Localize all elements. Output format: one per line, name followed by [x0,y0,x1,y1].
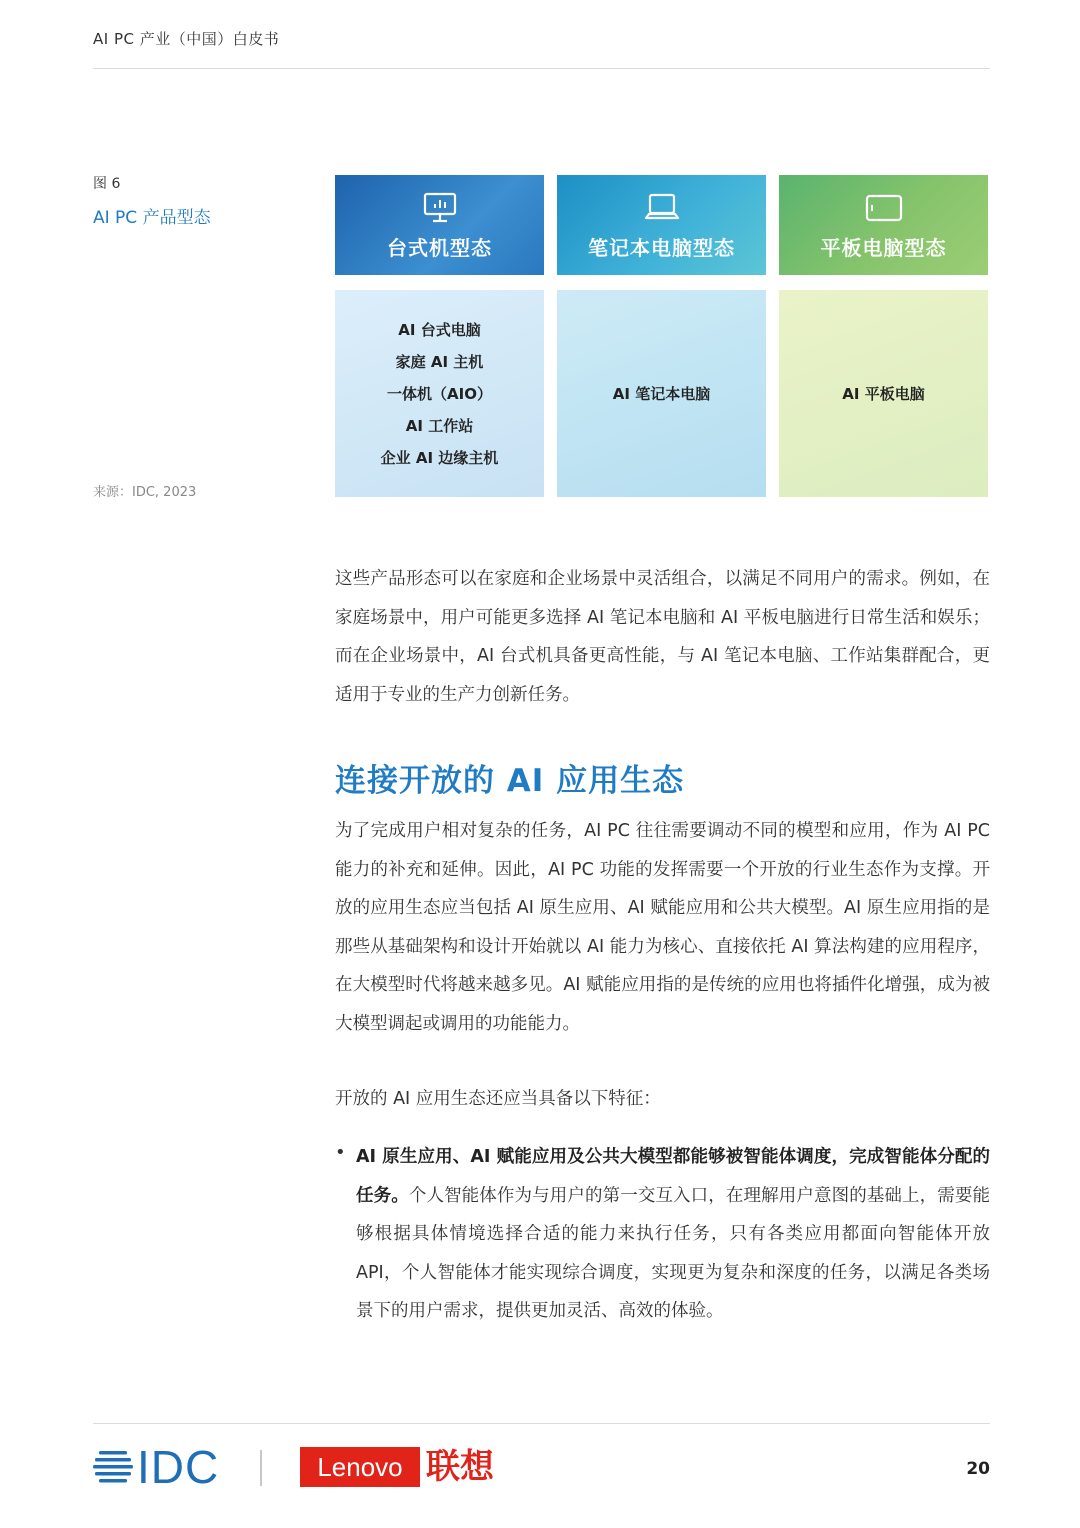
body-paragraph-3: 开放的 AI 应用生态还应当具备以下特征： [335,1089,661,1109]
bullet-paragraph [356,1138,990,1331]
desktop-monitor-icon [420,190,460,226]
desktop-item: AI 工作站 [405,416,474,435]
laptop-item: AI 笔记本电脑 [612,384,711,403]
tablet-card-label: 平板电脑型态 [820,235,947,260]
lenovo-chinese-logo: 联想 [426,1447,494,1487]
logo-separator [260,1450,262,1486]
tablet-item: AI 平板电脑 [842,384,925,403]
desktop-item: AI 台式电脑 [398,320,481,339]
idc-logo [93,1441,220,1493]
lenovo-logo: Lenovo [300,1447,420,1487]
laptop-card-label: 笔记本电脑型态 [588,235,735,260]
figure-number: 图 6 [93,176,121,192]
idc-wordmark: IDC [137,1441,220,1493]
desktop-item: 家庭 AI 主机 [395,352,484,371]
desktop-card-body [335,290,544,497]
header-title: AI PC 产业（中国）白皮书 [93,30,280,48]
desktop-item: 一体机（AIO） [387,384,492,403]
bullet-body-text: 个人智能体作为与用户的第一交互入口，在理解用户意图的基础上，需要能够根据具体情境选择合适的能力来执行任务，只有各类应用都面向智能体开放 API，个人智能体才能实现综合调度，实现更为复杂和深度的任务，以满足各类场景下的用户需求，提供更加灵活、高效的体验。 [356,1185,990,1321]
laptop-card-body [557,290,766,497]
section-title: 连接开放的 AI 应用生态 [335,763,685,799]
body-paragraph-1: 这些产品形态可以在家庭和企业场景中灵活组合，以满足不同用户的需求。例如，在家庭场景中，用户可能更多选择 AI 笔记本电脑和 AI 平板电脑进行日常生活和娱乐；而在企业场景中，AI 台式机具备更高性能，与 AI 笔记本电脑、工作站集群配合，更适用于专业的生产力创新任务。 [335,569,990,705]
tablet-icon [864,190,904,226]
figure-source: 来源：IDC, 2023 [93,485,197,500]
desktop-card-header [335,175,544,275]
bullet-dot: • [335,1142,346,1163]
desktop-card-label: 台式机型态 [387,235,492,260]
laptop-icon [642,190,682,226]
footer-rule [93,1423,990,1424]
header-rule [93,68,990,69]
desktop-item: 企业 AI 边缘主机 [380,448,499,467]
figure-title: AI PC 产品型态 [93,208,211,228]
tablet-card-body [779,290,988,497]
laptop-card-header [557,175,766,275]
tablet-card-header [779,175,988,275]
body-paragraph-2: 为了完成用户相对复杂的任务，AI PC 往往需要调动不同的模型和应用，作为 AI PC 能力的补充和延伸。因此，AI PC 功能的发挥需要一个开放的行业生态作为支撑。开放的应用生态应当包括 AI 原生应用、AI 赋能应用和公共大模型。AI 原生应用指的是那些从基础架构和设计开始就以 AI 能力为核心、直接依托 AI 算法构建的应用程序，在大模型时代将越来越多见。AI 赋能应用指的是传统的应用也将插件化增强，成为被大模型调起或调用的功能能力。 [335,821,990,1034]
bullet-bold-lead: AI 原生应用、AI 赋能应用及公共大模型都能够被智能体调度，完成智能体分配的任务。 [356,1147,990,1206]
page-number: 20 [966,1459,990,1479]
idc-globe-icon [93,1447,133,1487]
